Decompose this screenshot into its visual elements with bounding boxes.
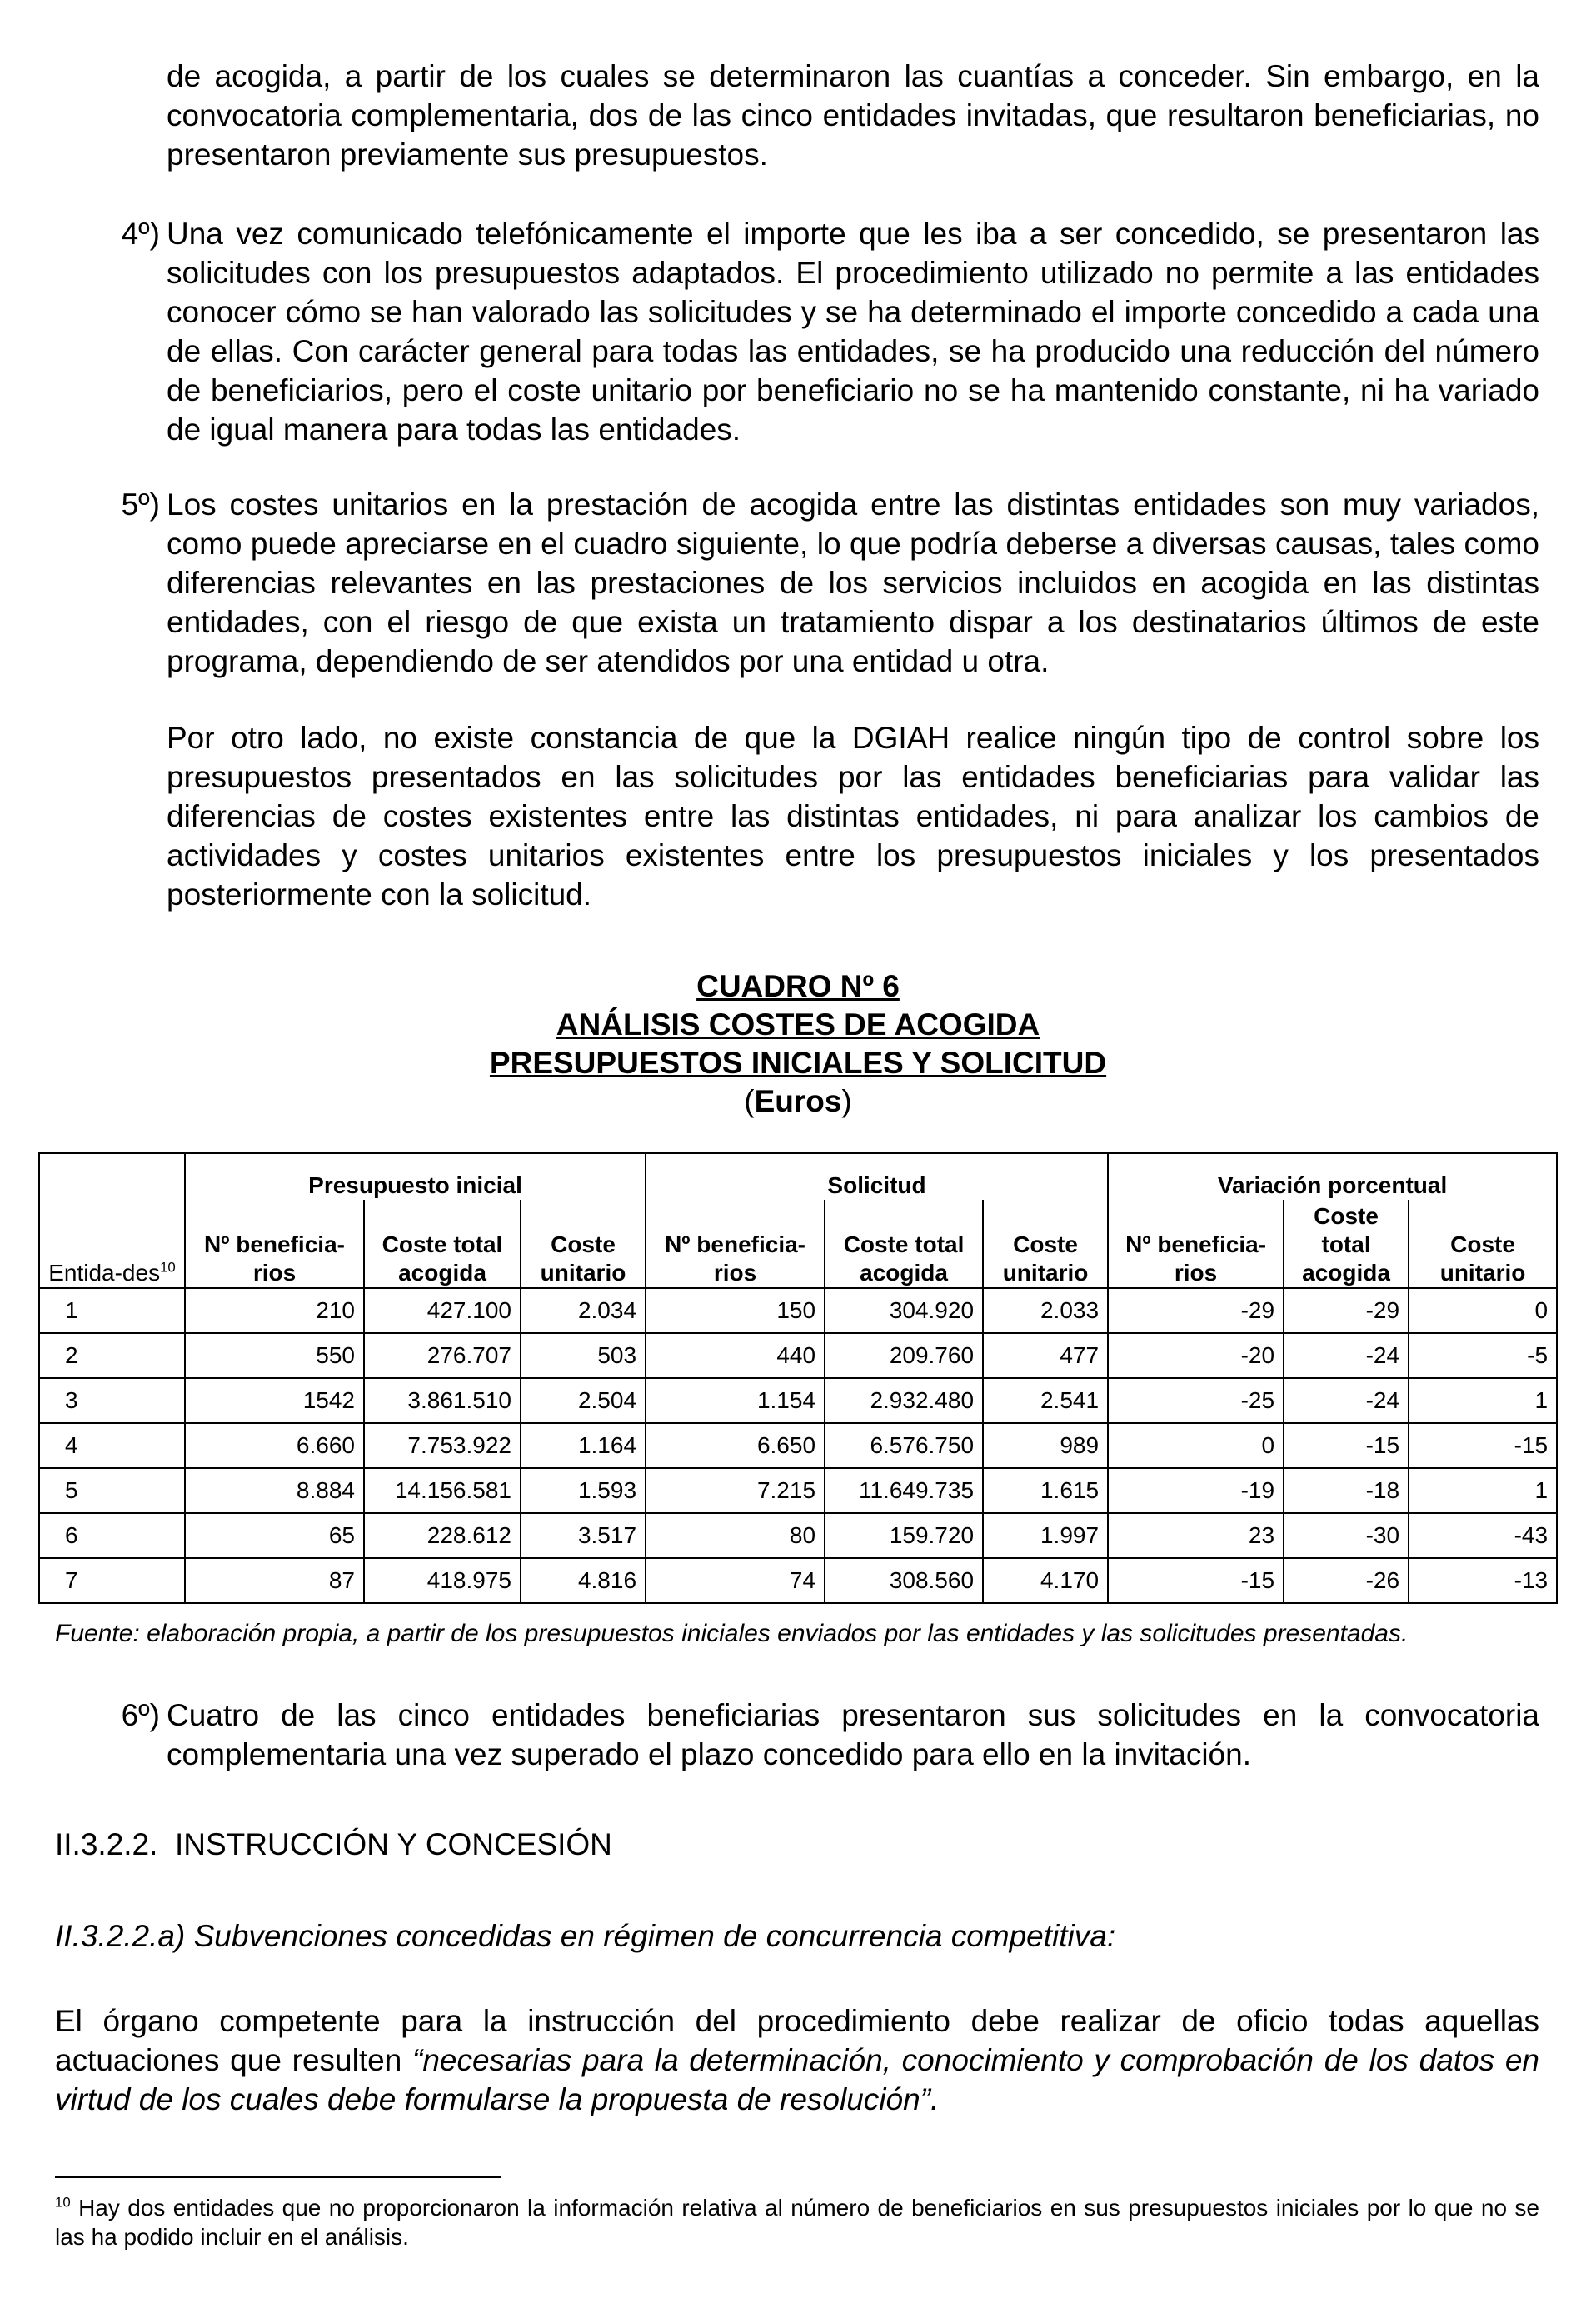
section-heading: II.3.2.2. INSTRUCCIÓN Y CONCESIÓN xyxy=(55,1827,612,1861)
table-cell: 1.593 xyxy=(521,1468,646,1513)
table-cell: -15 xyxy=(1108,1558,1284,1603)
column-header-variation-beneficiaries: Nº beneficia-rios xyxy=(1108,1200,1284,1288)
table-cell: 4.170 xyxy=(983,1558,1108,1603)
column-header-application-total-cost: Coste total acogida xyxy=(825,1200,983,1288)
table-cell: 276.707 xyxy=(364,1333,521,1378)
group-header-initial-budget: Presupuesto inicial xyxy=(185,1153,646,1200)
table-cell: -29 xyxy=(1284,1288,1409,1333)
table-cell: 427.100 xyxy=(364,1288,521,1333)
table-column-header-row xyxy=(39,1200,1557,1288)
item-6-text: Cuatro de las cinco entidades beneficiarias presentaron sus solicitudes en la convocatoria complementaria una vez superado el plazo concedido para ello en la invitación. xyxy=(167,1698,1539,1771)
table-cell: -19 xyxy=(1108,1468,1284,1513)
footnote-ref-10: 10 xyxy=(160,1259,176,1276)
item-5-continuation: Por otro lado, no existe constancia de que la DGIAH realice ningún tipo de control sobre los presupuestos presentados en las solicitudes por las entidades beneficiarias para validar las diferencias de costes existentes entre las distintas entidades, ni para analizar los cambios de actividades y costes unitarios existentes entre los presupuestos iniciales y los presentados posteriormente con la solicitud. xyxy=(167,721,1539,912)
table-cell: 2.033 xyxy=(983,1288,1108,1333)
column-header-variation-unit-cost: Coste unitario xyxy=(1409,1200,1557,1288)
item-6-number: 6º) xyxy=(121,1698,160,1732)
table-cell: 150 xyxy=(646,1288,825,1333)
table-cell: 209.760 xyxy=(825,1333,983,1378)
table-cell: -15 xyxy=(1409,1423,1557,1468)
table-cell: 503 xyxy=(521,1333,646,1378)
footnote-separator xyxy=(55,2176,501,2178)
column-header-application-beneficiaries: Nº beneficia-rios xyxy=(646,1200,825,1288)
table-row xyxy=(39,1513,1557,1558)
table-cell: 65 xyxy=(185,1513,364,1558)
entity-cell: 2 xyxy=(39,1333,185,1378)
table-cell: 1.154 xyxy=(646,1378,825,1423)
table-cell: -13 xyxy=(1409,1558,1557,1603)
table-cell: -15 xyxy=(1284,1423,1409,1468)
table-cell: -18 xyxy=(1284,1468,1409,1513)
column-header-initial-total-cost: Coste total acogida xyxy=(364,1200,521,1288)
entity-cell: 3 xyxy=(39,1378,185,1423)
table-row xyxy=(39,1378,1557,1423)
table-cell: 11.649.735 xyxy=(825,1468,983,1513)
item-5-number: 5º) xyxy=(121,487,160,522)
table-cell: -5 xyxy=(1409,1333,1557,1378)
entity-cell: 4 xyxy=(39,1423,185,1468)
table-cell: 7.753.922 xyxy=(364,1423,521,1468)
table-row xyxy=(39,1423,1557,1468)
table-cell: 308.560 xyxy=(825,1558,983,1603)
column-header-entities: Entida-des$^{10}$ xyxy=(39,1200,185,1288)
table-cell: 989 xyxy=(983,1423,1108,1468)
table-group-header-row xyxy=(39,1153,1557,1200)
entity-cell: 6 xyxy=(39,1513,185,1558)
item-5-text: Los costes unitarios en la prestación de acogida entre las distintas entidades son muy variados, como puede apreciarse en el cuadro siguiente, lo que podría deberse a diversas causas, tales como diferencias relevantes en las prestaciones de los servicios incluidos en acogida en las distintas entidades, con el riesgo de que exista un tratamiento dispar a los destinatarios últimos de este programa, dependiendo de ser atendidos por una entidad u otra. xyxy=(167,487,1539,678)
table-cell: 2.504 xyxy=(521,1378,646,1423)
table-cell: 6.660 xyxy=(185,1423,364,1468)
table-cell: 3.861.510 xyxy=(364,1378,521,1423)
final-paragraph: El órgano competente para la instrucción del procedimiento debe realizar de oficio todas aquellas actuaciones que resulten “necesarias para la determinación, conocimiento y comprobación de los datos en virtud de los cuales debe formularse la propuesta de resolución”. xyxy=(55,2004,1540,2116)
table-cell: -43 xyxy=(1409,1513,1557,1558)
table-cell: 418.975 xyxy=(364,1558,521,1603)
table-cell: 14.156.581 xyxy=(364,1468,521,1513)
column-header-initial-unit-cost: Coste unitario xyxy=(521,1200,646,1288)
table-cell: 6.650 xyxy=(646,1423,825,1468)
footnote-10: $^{10}$ Hay dos entidades que no proporcionaron la información relativa al número de beneficiarios en sus presupuestos iniciales por lo que no se las ha podido incluir en el análisis. xyxy=(55,2194,1539,2250)
table-title-line-1: CUADRO Nº 6 xyxy=(696,969,900,1003)
item-4-text: Una vez comunicado telefónicamente el importe que les iba a ser concedido, se presentaron las solicitudes con los presupuestos adaptados. El procedimiento utilizado no permite a las entidades conocer cómo se han valorado las solicitudes y se ha determinado el importe concedido a cada una de ellas. Con carácter general para todas las entidades, se ha producido una reducción del número de beneficiarios, pero el coste unitario por beneficiario no se ha mantenido constante, ni ha variado de igual manera para todas las entidades. xyxy=(167,217,1539,447)
table-cell: 1 xyxy=(1409,1468,1557,1513)
footnote-number: 10 xyxy=(55,2194,71,2211)
table-cell: 1 xyxy=(1409,1378,1557,1423)
table-cell: 3.517 xyxy=(521,1513,646,1558)
table-cell: 23 xyxy=(1108,1513,1284,1558)
table-cell: 4.816 xyxy=(521,1558,646,1603)
column-header-variation-total-cost: Coste total acogida xyxy=(1284,1200,1409,1288)
table-body xyxy=(39,1288,1557,1603)
item-4-number: 4º) xyxy=(121,217,160,251)
column-header-initial-beneficiaries: Nº beneficia-rios xyxy=(185,1200,364,1288)
table-cell: 159.720 xyxy=(825,1513,983,1558)
table-cell: 1.615 xyxy=(983,1468,1108,1513)
group-header-percent-variation: Variación porcentual xyxy=(1108,1153,1557,1200)
table-cell: -20 xyxy=(1108,1333,1284,1378)
table-cell: 1.997 xyxy=(983,1513,1108,1558)
table-cell: 550 xyxy=(185,1333,364,1378)
subsection-heading: II.3.2.2.a) Subvenciones concedidas en régimen de concurrencia competitiva: xyxy=(55,1919,1116,1953)
table-cell: 304.920 xyxy=(825,1288,983,1333)
table-cell: 440 xyxy=(646,1333,825,1378)
entity-cell: 7 xyxy=(39,1558,185,1603)
table-cell: 6.576.750 xyxy=(825,1423,983,1468)
table-row xyxy=(39,1468,1557,1513)
entity-cell: 1 xyxy=(39,1288,185,1333)
table-cell: -29 xyxy=(1108,1288,1284,1333)
table-units: (Euros) xyxy=(744,1084,852,1118)
table-cell: 7.215 xyxy=(646,1468,825,1513)
table-cell: -24 xyxy=(1284,1378,1409,1423)
table-title-line-2: ANÁLISIS COSTES DE ACOGIDA xyxy=(556,1007,1040,1042)
table-cell: -30 xyxy=(1284,1513,1409,1558)
table-cell: -26 xyxy=(1284,1558,1409,1603)
table-row xyxy=(39,1333,1557,1378)
entity-header-spacer xyxy=(39,1153,185,1200)
intro-paragraph: de acogida, a partir de los cuales se determinaron las cuantías a conceder. Sin embargo, en la convocatoria complementaria, dos de las cinco entidades invitadas, que resultaron beneficiarias, no presentaron previamente sus presupuestos. xyxy=(167,59,1539,172)
table-cell: 87 xyxy=(185,1558,364,1603)
table-cell: 228.612 xyxy=(364,1513,521,1558)
legal-quote: “necesarias para la determinación, conocimiento y comprobación de los datos en virtud de los cuales debe formularse la propuesta de resolución”. xyxy=(55,2043,1540,2116)
cost-analysis-table xyxy=(38,1152,1558,1604)
column-header-application-unit-cost: Coste unitario xyxy=(983,1200,1108,1288)
table-cell: 8.884 xyxy=(185,1468,364,1513)
table-cell: 477 xyxy=(983,1333,1108,1378)
table-source-note: Fuente: elaboración propia, a partir de los presupuestos iniciales enviados por las entidades y las solicitudes presentadas. xyxy=(55,1620,1409,1647)
table-cell: 2.541 xyxy=(983,1378,1108,1423)
table-cell: 1.164 xyxy=(521,1423,646,1468)
table-title-line-3: PRESUPUESTOS INICIALES Y SOLICITUD xyxy=(489,1046,1107,1080)
table-cell: -24 xyxy=(1284,1333,1409,1378)
table-cell: 2.034 xyxy=(521,1288,646,1333)
table-cell: 80 xyxy=(646,1513,825,1558)
table-cell: 210 xyxy=(185,1288,364,1333)
entity-cell: 5 xyxy=(39,1468,185,1513)
table-cell: 1542 xyxy=(185,1378,364,1423)
table-row xyxy=(39,1288,1557,1333)
table-row xyxy=(39,1558,1557,1603)
table-cell: 0 xyxy=(1409,1288,1557,1333)
table-cell: 2.932.480 xyxy=(825,1378,983,1423)
table-cell: -25 xyxy=(1108,1378,1284,1423)
group-header-application: Solicitud xyxy=(646,1153,1108,1200)
table-cell: 74 xyxy=(646,1558,825,1603)
table-cell: 0 xyxy=(1108,1423,1284,1468)
